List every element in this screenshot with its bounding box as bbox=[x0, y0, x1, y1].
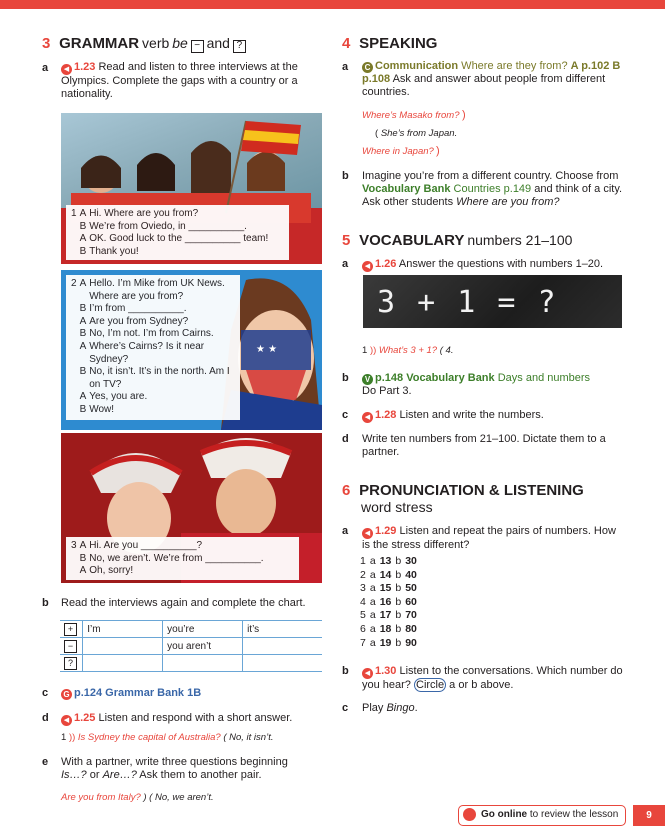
speech-icon: )) bbox=[369, 345, 377, 356]
option-b-letter: b bbox=[395, 582, 402, 595]
dialogue-1 bbox=[66, 205, 289, 260]
dialogue-text: Thank you! bbox=[89, 245, 139, 257]
speech-icon: )) bbox=[68, 732, 76, 743]
dialogue-number: 1 bbox=[71, 208, 77, 219]
dialogue-text: Hi. Are you __________? bbox=[89, 540, 203, 551]
instruction-text: Listen and repeat the pairs of numbers. How is the stress different? bbox=[362, 525, 616, 551]
number-pair-row bbox=[360, 582, 421, 596]
option-b-number[interactable]: 90 bbox=[405, 636, 417, 649]
svg-text:★ ★: ★ ★ bbox=[256, 344, 278, 355]
circle-word: Circle bbox=[416, 679, 445, 691]
dialogue-line bbox=[71, 303, 235, 316]
example-3d bbox=[61, 732, 273, 743]
dialogue-speaker: B bbox=[79, 403, 87, 415]
instruction-text: With a partner, write three questions beginning bbox=[61, 756, 288, 768]
instruction-text: Ask and answer about people from different countries. bbox=[362, 73, 606, 98]
example-question: Is Sydney the capital of Australia? bbox=[77, 732, 221, 743]
instruction-text: Do Part 3. bbox=[362, 385, 412, 397]
vocabulary-bank-title: Days and numbers bbox=[494, 372, 591, 384]
dialogue-text: Are you from Sydney? bbox=[89, 315, 189, 327]
grammar-bank-ref[interactable]: p.124 Grammar Bank 1B bbox=[74, 687, 202, 699]
dialogue-line bbox=[71, 208, 271, 221]
example-number: 1 bbox=[362, 345, 368, 356]
dialogue-line bbox=[71, 404, 235, 417]
number-pair-row bbox=[360, 623, 421, 637]
dialogue-line bbox=[71, 341, 235, 366]
dialogue-speaker: B bbox=[79, 366, 87, 378]
example-question: Where in Japan? bbox=[362, 146, 434, 157]
audio-track[interactable]: 1.23 bbox=[74, 61, 96, 73]
example-question: Are you from Italy? bbox=[61, 792, 141, 803]
option-b-number[interactable]: 40 bbox=[405, 568, 417, 581]
dialogue-text: OK. Good luck to the __________ team! bbox=[89, 233, 269, 245]
vocabulary-bank-link[interactable]: Vocabulary Bank bbox=[362, 183, 451, 195]
exercise-label: d bbox=[42, 712, 49, 724]
example-number: 1 bbox=[61, 732, 67, 743]
exercise-3d bbox=[61, 712, 292, 726]
audio-icon[interactable]: ◀ bbox=[362, 412, 373, 423]
option-a-number[interactable]: 19 bbox=[379, 636, 392, 649]
number-pair-row bbox=[360, 609, 421, 623]
audio-track[interactable]: 1.26 bbox=[375, 258, 397, 270]
dialogue-speaker: A bbox=[79, 278, 87, 289]
section-6-heading bbox=[342, 482, 642, 515]
dialogue-speaker: A bbox=[79, 340, 87, 352]
dialogue-text: We’re from Oviedo, in __________. bbox=[89, 220, 247, 232]
instruction-question: Where are you from? bbox=[456, 196, 560, 208]
dialogue-line bbox=[71, 391, 235, 404]
pair-number[interactable]: 3 bbox=[360, 582, 366, 595]
example-answer: No, we aren’t. bbox=[154, 792, 214, 803]
instruction-end: . bbox=[414, 702, 418, 714]
dialogue-line bbox=[71, 540, 267, 553]
chart-cell[interactable] bbox=[243, 638, 322, 655]
chart-cell[interactable]: I’m bbox=[83, 621, 163, 638]
exercise-label: c bbox=[342, 409, 349, 421]
section-subtitle-be: be bbox=[172, 35, 188, 51]
option-b-letter: b bbox=[395, 636, 402, 649]
option-a-number[interactable]: 16 bbox=[379, 595, 392, 608]
dialogue-speaker: B bbox=[79, 220, 87, 232]
instruction-text: Imagine you’re from a different country. Choose from bbox=[362, 170, 619, 182]
instruction-text-2: and think of a city. Ask other students bbox=[362, 183, 623, 208]
dialogue-number bbox=[71, 404, 80, 417]
option-b-number[interactable]: 50 bbox=[405, 582, 417, 595]
example-3e bbox=[61, 792, 214, 803]
dialogue-speaker: A bbox=[79, 565, 87, 577]
option-a-letter: a bbox=[369, 568, 376, 581]
dialogue-line bbox=[71, 221, 271, 234]
chart-symbol: + bbox=[64, 623, 77, 636]
exercise-label: c bbox=[42, 687, 49, 699]
audio-icon[interactable]: ◀ bbox=[362, 528, 373, 539]
chart-cell[interactable] bbox=[163, 655, 243, 672]
number-pair-row bbox=[360, 555, 421, 569]
dialogue-line bbox=[71, 278, 235, 303]
communication-link[interactable]: Communication bbox=[375, 60, 459, 72]
pair-number[interactable]: 2 bbox=[360, 568, 366, 581]
exercise-5c bbox=[362, 409, 544, 423]
communication-icon: C bbox=[362, 62, 373, 73]
exercise-5b bbox=[362, 372, 624, 398]
dialogue-2 bbox=[66, 275, 240, 420]
section-subtitle-and: and bbox=[206, 35, 230, 51]
number-pair-row bbox=[360, 596, 421, 610]
section-4-heading bbox=[342, 35, 437, 52]
section-subtitle: numbers 21–100 bbox=[467, 232, 573, 248]
exercise-label: a bbox=[342, 525, 349, 537]
dialogue-speaker: B bbox=[79, 552, 87, 564]
instruction-text: Answer the questions with numbers 1–20. bbox=[398, 258, 604, 270]
dialogue-number bbox=[71, 246, 80, 259]
dialogue-line bbox=[71, 366, 235, 391]
dialogue-speaker: A bbox=[79, 208, 87, 219]
speech-bracket: ) bbox=[462, 109, 466, 121]
vocabulary-page-ref[interactable]: p.148 bbox=[375, 372, 404, 384]
dialogue-line bbox=[71, 328, 235, 341]
pair-number[interactable]: 7 bbox=[360, 636, 366, 649]
chart-symbol-cell bbox=[60, 621, 83, 638]
example-question: What’s 3 + 1? bbox=[378, 345, 438, 356]
pair-number[interactable]: 1 bbox=[360, 555, 366, 567]
option-a-number[interactable]: 17 bbox=[379, 609, 392, 622]
instruction-or: or bbox=[86, 769, 103, 781]
audio-icon[interactable]: ◀ bbox=[61, 715, 72, 726]
section-title: VOCABULARY bbox=[359, 232, 465, 249]
dialogue-number bbox=[71, 341, 80, 366]
dialogue-number bbox=[71, 303, 80, 316]
exercise-label: a bbox=[42, 62, 49, 74]
dialogue-number bbox=[71, 316, 80, 329]
chart-symbol-cell bbox=[60, 638, 83, 655]
section-3-heading bbox=[42, 35, 246, 53]
negative-symbol-box: − bbox=[191, 40, 204, 53]
exercise-5a bbox=[362, 258, 603, 272]
option-a-number[interactable]: 18 bbox=[379, 622, 392, 635]
exercise-label: b bbox=[342, 665, 349, 677]
section-subtitle: word stress bbox=[361, 499, 433, 515]
option-a-number[interactable]: 14 bbox=[379, 568, 392, 581]
pair-number[interactable]: 5 bbox=[360, 609, 366, 622]
dialogue-number bbox=[71, 391, 80, 404]
option-b-number[interactable]: 30 bbox=[405, 555, 417, 567]
section-number: 3 bbox=[42, 35, 51, 52]
chart-cell[interactable] bbox=[83, 638, 163, 655]
option-a-letter: a bbox=[369, 636, 376, 649]
instruction-text-2: a or b above. bbox=[446, 679, 514, 691]
exercise-label: a bbox=[342, 258, 349, 270]
exercise-6b bbox=[362, 665, 627, 692]
instruction-text: Read and listen to three interviews at the Olympics. Complete the gaps with a country or a nationality. bbox=[61, 61, 298, 100]
chalkboard bbox=[363, 275, 622, 328]
chart-cell[interactable]: it’s bbox=[243, 621, 322, 638]
grammar-bank-link[interactable] bbox=[61, 687, 201, 700]
option-a-number[interactable]: 13 bbox=[379, 555, 392, 567]
pair-number[interactable]: 6 bbox=[360, 622, 366, 635]
number-pair-row bbox=[360, 569, 421, 583]
pair-number[interactable]: 4 bbox=[360, 595, 366, 608]
audio-icon[interactable]: ◀ bbox=[362, 668, 373, 679]
dialogue-text: Where’s Cairns? Is it near Sydney? bbox=[89, 340, 205, 365]
instruction-text: Listen to the conversations. Which number do you hear? bbox=[362, 665, 623, 691]
grammar-icon: G bbox=[61, 689, 72, 700]
option-b-letter: b bbox=[395, 622, 402, 635]
example-answer-bubble: ( She’s from Japan. bbox=[375, 128, 458, 139]
dialogue-number bbox=[71, 221, 80, 234]
option-a-letter: a bbox=[369, 582, 376, 595]
exercise-4a bbox=[362, 60, 624, 99]
dialogue-line bbox=[71, 246, 271, 259]
example-answer: 4. bbox=[445, 345, 454, 356]
option-a-letter: a bbox=[369, 555, 376, 567]
section-title: PRONUNCIATION & LISTENING bbox=[359, 482, 584, 499]
exercise-3e bbox=[61, 756, 326, 782]
option-b-letter: b bbox=[395, 555, 402, 567]
dialogue-number bbox=[71, 328, 80, 341]
instruction-are: Are…? bbox=[102, 769, 137, 781]
example-answer: No, it isn’t. bbox=[229, 732, 274, 743]
chart-row bbox=[60, 655, 322, 672]
student-b-ref[interactable]: B p.108 bbox=[362, 60, 621, 85]
speech-bracket: ) bbox=[436, 145, 440, 157]
vocabulary-icon: V bbox=[362, 374, 373, 385]
chart-cell[interactable]: you’re bbox=[163, 621, 243, 638]
dialogue-text: Yes, you are. bbox=[89, 391, 148, 403]
exercise-label: c bbox=[342, 702, 349, 714]
vocabulary-bank-ref[interactable]: Countries p.149 bbox=[450, 183, 532, 195]
exercise-label: b bbox=[42, 597, 49, 609]
top-accent-bar bbox=[0, 0, 665, 9]
dialogue-number bbox=[71, 366, 80, 391]
section-5-heading bbox=[342, 232, 572, 249]
audio-icon[interactable]: ◀ bbox=[362, 261, 373, 272]
chart-cell[interactable]: you aren’t bbox=[163, 638, 243, 655]
exercise-3a bbox=[61, 61, 321, 101]
instruction-rest: Ask them to another pair. bbox=[136, 769, 262, 781]
dialogue-speaker: A bbox=[79, 540, 87, 551]
section-title: SPEAKING bbox=[359, 35, 438, 52]
dialogue-number bbox=[71, 233, 80, 246]
go-online-rest: to review the lesson bbox=[527, 809, 619, 820]
dialogue-3 bbox=[66, 537, 299, 580]
chart-row bbox=[60, 638, 322, 655]
chart-symbol: ? bbox=[64, 657, 77, 670]
example-5a bbox=[362, 345, 453, 356]
audio-track[interactable]: 1.29 bbox=[375, 525, 397, 537]
dialogue-text: No, it isn’t. It’s in the north. Am I on TV? bbox=[89, 366, 230, 390]
option-a-letter: a bbox=[369, 609, 376, 622]
option-b-number[interactable]: 80 bbox=[405, 622, 417, 635]
section-subtitle: verb bbox=[142, 35, 170, 51]
dialogue-text: Hello. I’m Mike from UK News. Where are you from? bbox=[89, 278, 225, 302]
exercise-label: e bbox=[42, 756, 49, 768]
dialogue-speaker: B bbox=[79, 245, 87, 257]
audio-track[interactable]: 1.30 bbox=[375, 665, 397, 677]
dialogue-speaker: B bbox=[79, 303, 87, 315]
dialogue-line bbox=[71, 553, 267, 566]
grammar-chart bbox=[60, 620, 322, 672]
chart-cell[interactable] bbox=[83, 655, 163, 672]
instruction-text: Play bbox=[362, 702, 387, 714]
dialogue-text: Wow! bbox=[89, 403, 115, 415]
question-symbol-box: ? bbox=[233, 40, 246, 53]
option-b-letter: b bbox=[395, 609, 402, 622]
dialogue-line bbox=[71, 233, 271, 246]
section-title: GRAMMAR bbox=[59, 35, 140, 52]
exercise-6a bbox=[362, 525, 624, 552]
dialogue-speaker: B bbox=[79, 328, 87, 340]
exercise-label: d bbox=[342, 433, 349, 445]
cursor-icon bbox=[463, 808, 476, 821]
exercise-4b bbox=[362, 170, 624, 209]
dialogue-number bbox=[71, 553, 80, 566]
dialogue-number: 2 bbox=[71, 278, 77, 289]
audio-icon[interactable]: ◀ bbox=[61, 64, 72, 75]
example-answer-bubble: ( 4. bbox=[439, 345, 454, 356]
dialogue-line bbox=[71, 565, 267, 578]
example-answer: She’s from Japan. bbox=[380, 128, 458, 139]
section-number: 5 bbox=[342, 232, 351, 249]
option-a-letter: a bbox=[369, 622, 376, 635]
dialogue-text: No, we aren’t. We’re from __________. bbox=[89, 552, 264, 564]
number-pair-row bbox=[360, 637, 421, 651]
communication-title: Where are they from? bbox=[458, 60, 568, 72]
dialogue-text: I’m from __________. bbox=[89, 303, 187, 315]
option-b-number[interactable]: 60 bbox=[405, 595, 417, 608]
instruction-text: Listen and write the numbers. bbox=[399, 409, 544, 421]
option-a-letter: a bbox=[369, 595, 376, 608]
option-a-number[interactable]: 15 bbox=[379, 582, 392, 595]
example-question: Where’s Masako from? bbox=[362, 110, 460, 121]
option-b-number[interactable]: 70 bbox=[405, 609, 417, 622]
chart-cell[interactable] bbox=[243, 655, 322, 672]
exercise-label: b bbox=[342, 372, 349, 384]
chalkboard-text: 3 + 1 = ? bbox=[377, 285, 558, 320]
page-number: 9 bbox=[633, 805, 665, 826]
dialogue-number bbox=[71, 565, 80, 578]
instruction-text: Read the interviews again and complete the chart. bbox=[61, 597, 306, 609]
section-number: 6 bbox=[342, 482, 351, 499]
exercise-6c bbox=[362, 702, 418, 715]
game-name: Bingo bbox=[386, 702, 415, 714]
go-online-label: Go online bbox=[481, 809, 528, 820]
exercise-label: a bbox=[342, 61, 349, 73]
option-b-letter: b bbox=[395, 568, 402, 581]
example-answer-bubble: ) ( No, we aren’t. bbox=[143, 792, 214, 803]
exercise-5d: Write ten numbers from 21–100. Dictate them to a partner. bbox=[362, 433, 606, 458]
audio-track[interactable]: 1.25 bbox=[74, 712, 96, 724]
dialogue-speaker: A bbox=[79, 315, 87, 327]
example-answer-bubble: ( No, it isn’t. bbox=[223, 732, 274, 743]
section-number: 4 bbox=[342, 35, 351, 52]
dialogue-text: No, I’m not. I’m from Cairns. bbox=[89, 328, 214, 340]
go-online-button[interactable] bbox=[458, 805, 626, 826]
number-pairs bbox=[360, 555, 421, 650]
dialogue-speaker: A bbox=[79, 391, 87, 403]
dialogue-line bbox=[71, 316, 235, 329]
chart-symbol-cell bbox=[60, 655, 83, 672]
dialogue-text: Hi. Where are you from? bbox=[89, 208, 199, 219]
dialogue-speaker: A bbox=[79, 233, 87, 245]
option-b-letter: b bbox=[395, 595, 402, 608]
chart-row bbox=[60, 621, 322, 638]
dialogue-text: Oh, sorry! bbox=[89, 565, 134, 577]
audio-track[interactable]: 1.28 bbox=[375, 409, 397, 421]
instruction-text: Listen and respond with a short answer. bbox=[98, 712, 293, 724]
instruction-is: Is…? bbox=[61, 769, 87, 781]
chart-symbol: − bbox=[64, 640, 77, 653]
vocabulary-bank-link[interactable]: Vocabulary Bank bbox=[406, 372, 495, 384]
student-a-ref[interactable]: A p.102 bbox=[570, 60, 610, 72]
dialogue-number: 3 bbox=[71, 540, 77, 551]
exercise-label: b bbox=[342, 170, 349, 182]
